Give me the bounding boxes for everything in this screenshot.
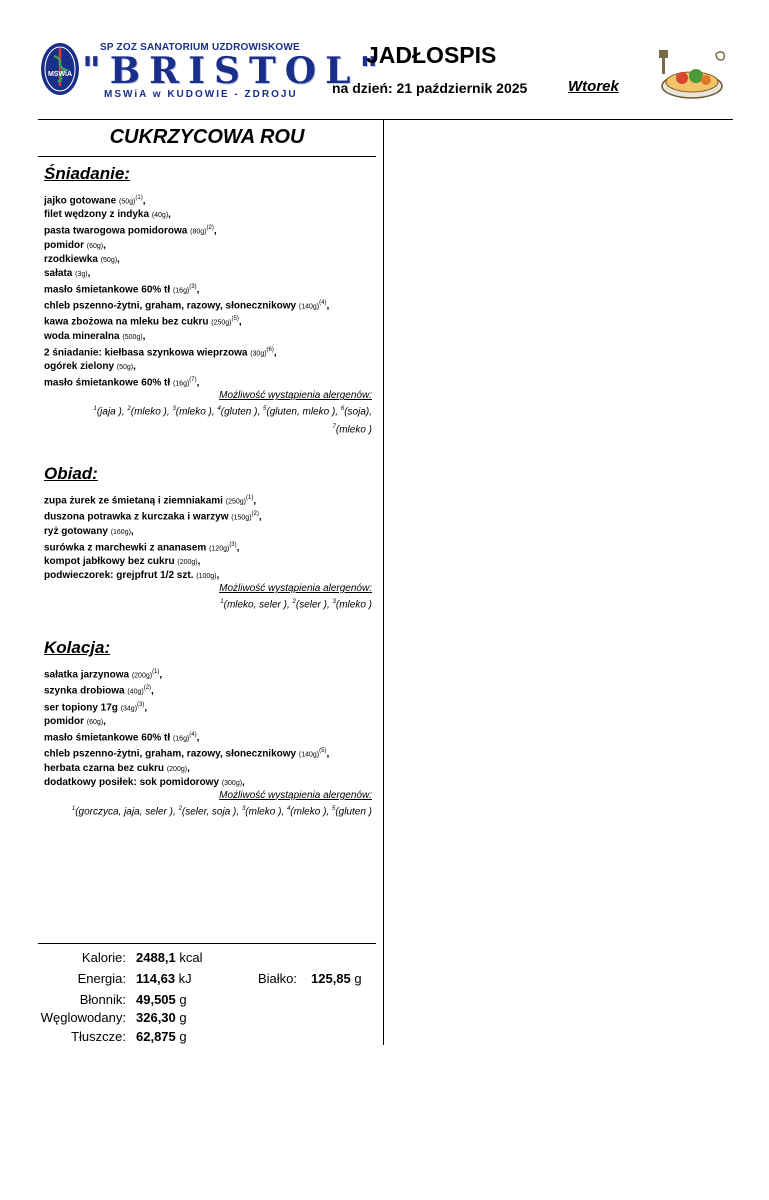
nutrition-divider	[38, 943, 376, 944]
menu-item-portion: (200g)	[166, 765, 188, 773]
page-title: JADŁOSPIS	[366, 42, 497, 68]
allergen-header: Możliwość wystąpienia alergenów:	[219, 582, 372, 594]
menu-item-name: duszona potrawka z kurczaka i warzyw	[44, 511, 229, 523]
allergen-ref: (6)	[266, 346, 274, 353]
blonnik-value: 49,505 g	[136, 992, 187, 1007]
menu-item-portion: (3g)	[75, 270, 88, 278]
menu-item-portion: (50g)	[116, 363, 134, 371]
allergen-number: 1	[71, 805, 76, 812]
tluszcze-label: Tłuszcze:	[71, 1029, 126, 1044]
allergen-text: (soja),	[344, 406, 372, 418]
menu-item: chleb pszenno-żytni, graham, razowy, słonecznikowy $(140g)^{(4)}$,	[44, 299, 330, 312]
menu-item-name: surówka z marchewki z ananasem	[44, 541, 207, 553]
allergen-text: (mleko )	[335, 423, 372, 435]
menu-item: ryż gotowany (160g),	[44, 525, 134, 537]
allergen-list	[44, 402, 374, 419]
menu-item-portion: (140g)	[298, 751, 320, 759]
menu-item: masło śmietankowe 60% tł $(16g)^{(3)}$,	[44, 283, 200, 295]
blonnik-label: Błonnik:	[79, 992, 126, 1007]
allergen-header: Możliwość wystąpienia alergenów:	[219, 390, 372, 402]
allergen-number: 1	[220, 598, 224, 605]
diet-underline	[38, 156, 376, 157]
menu-item-portion: (200g)	[131, 672, 153, 680]
tluszcze-value: 62,875 g	[136, 1029, 187, 1044]
menu-item-portion: (500g)	[122, 333, 143, 341]
menu-item-name: kawa zbożowa na mleku bez cukru	[44, 316, 209, 328]
allergen-ref: (3)	[189, 283, 197, 290]
menu-item: herbata czarna bez cukru (200g),	[44, 762, 190, 774]
allergen-number: 2	[292, 598, 296, 605]
sanatorium-emblem-icon	[40, 42, 80, 96]
menu-item: kawa zbożowa na mleku bez cukru $(250g)^{(5)}$,	[44, 316, 242, 328]
menu-item-name: podwieczorek: grejpfrut 1/2 szt.	[44, 569, 194, 581]
menu-item-name: sałata	[44, 267, 73, 279]
allergen-number: 5	[263, 406, 267, 413]
menu-item: sałatka jarzynowa $(200g)^{(1)}$,	[44, 669, 163, 681]
allergen-ref: (4)	[189, 731, 197, 738]
allergen-text: (mleko ),	[175, 406, 218, 418]
menu-item: dodatkowy posiłek: sok pomidorowy (300g),	[44, 776, 245, 788]
menu-item-name: kompot jabłkowy bez cukru	[44, 555, 175, 567]
menu-item-portion: (40g)	[127, 688, 144, 696]
meal-breakfast	[44, 164, 374, 437]
allergen-ref: (5)	[231, 316, 239, 323]
meal-plate-icon	[654, 44, 730, 102]
allergen-text: (mleko ),	[290, 805, 332, 817]
allergen-header: Możliwość wystąpienia alergenów:	[219, 789, 372, 801]
menu-item-name: masło śmietankowe 60% tł	[44, 283, 171, 295]
menu-item: duszona potrawka z kurczaka i warzyw $(150g)^{(2)}$,	[44, 511, 262, 523]
allergen-number: 2	[178, 805, 182, 812]
menu-item-name: masło śmietankowe 60% tł	[44, 377, 171, 389]
meal-title: Kolacja:	[44, 638, 111, 657]
allergen-text: (gluten, mleko ),	[266, 406, 341, 418]
menu-item: zupa żurek ze śmietaną i ziemniakami $(250g)^{(1)}$,	[44, 495, 257, 507]
menu-item-name: herbata czarna bez cukru	[44, 762, 165, 774]
allergen-text: (mleko )	[335, 599, 372, 611]
allergen-list	[44, 802, 374, 819]
allergen-ref: (2)	[143, 685, 152, 692]
menu-item: rzodkiewka (50g),	[44, 253, 120, 265]
menu-item-portion: (120g)	[209, 544, 230, 552]
menu-item-portion: (250g)	[225, 498, 246, 506]
allergen-text: (mleko ),	[245, 805, 287, 817]
menu-item-portion: (300g)	[221, 779, 243, 787]
allergen-number: 7	[332, 423, 336, 430]
menu-item-name: chleb pszenno-żytni, graham, razowy, słonecznikowy	[44, 748, 297, 760]
allergen-list	[44, 595, 374, 612]
menu-item: jajko gotowane $(50g)^{(1)}$,	[44, 195, 146, 207]
menu-item: kompot jabłkowy bez cukru (200g),	[44, 555, 201, 567]
weglowodany-value: 326,30 g	[136, 1010, 187, 1025]
menu-item: pomidor (60g),	[44, 239, 106, 251]
menu-item-portion: (140g)	[298, 303, 320, 311]
menu-item-portion: (16g)	[172, 286, 190, 294]
allergen-ref: (2)	[206, 225, 214, 232]
allergen-ref: (4)	[319, 299, 327, 306]
allergen-ref: (3)	[229, 541, 237, 548]
energia-label: Energia:	[77, 971, 126, 986]
column-divider	[383, 120, 384, 1045]
menu-item-portion: (250g)	[211, 319, 232, 327]
allergen-number: 6	[340, 406, 345, 413]
menu-item: masło śmietankowe 60% tł $(16g)^{(4)}$,	[44, 731, 200, 744]
logo-name: "BRISTOL"	[82, 50, 388, 92]
menu-item-portion: (30g)	[250, 349, 267, 357]
allergen-ref: (7)	[189, 376, 197, 383]
menu-item: sałata (3g),	[44, 267, 91, 279]
menu-item: pasta twarogowa pomidorowa $(80g)^{(2)}$,	[44, 225, 217, 237]
allergen-number: 5	[331, 805, 336, 812]
menu-item: szynka drobiowa $(40g)^{(2)}$,	[44, 685, 154, 697]
menu-item-name: woda mineralna	[44, 330, 120, 342]
meal-title: Śniadanie:	[44, 164, 130, 183]
menu-item-name: zupa żurek ze śmietaną i ziemniakami	[44, 495, 223, 507]
kalorie-label: Kalorie:	[81, 950, 126, 965]
menu-item: chleb pszenno-żytni, graham, razowy, słonecznikowy $(140g)^{(5)}$,	[44, 748, 330, 760]
allergen-text: (seler, soja ),	[181, 805, 242, 817]
allergen-list	[44, 420, 374, 437]
menu-item: ogórek zielony (50g),	[44, 360, 136, 372]
allergen-number: 4	[286, 805, 291, 812]
menu-item-portion: (60g)	[86, 242, 104, 250]
menu-item-name: ogórek zielony	[44, 360, 115, 372]
energia-value: 114,63 kJ	[136, 971, 192, 986]
menu-item-portion: (80g)	[190, 228, 207, 236]
menu-item-name: dodatkowy posiłek: sok pomidorowy	[44, 776, 220, 788]
allergen-text: (mleko, seler ),	[223, 599, 293, 611]
allergen-number: 3	[332, 598, 336, 605]
menu-item-name: filet wędzony z indyka	[44, 209, 150, 221]
menu-item-name: sałatka jarzynowa	[44, 669, 130, 681]
menu-item: pomidor (60g),	[44, 715, 106, 727]
kalorie-value: 2488,1 kcal	[136, 950, 203, 965]
menu-item-portion: (16g)	[172, 735, 190, 743]
menu-item-name: rzodkiewka	[44, 253, 98, 265]
allergen-ref: (5)	[319, 748, 327, 755]
allergen-ref: (1)	[152, 669, 160, 675]
allergen-text: (seler ),	[295, 599, 333, 611]
logo-subtitle: MSWiA w KUDOWIE - ZDROJU	[104, 89, 298, 100]
allergen-number: 2	[127, 406, 131, 413]
bialko-value: 125,85 g	[311, 971, 362, 986]
allergen-number: 1	[93, 406, 97, 413]
weekday: Wtorek	[568, 78, 619, 95]
menu-item-portion: (34g)	[120, 704, 138, 712]
menu-date: na dzień: 21 październik 2025	[332, 80, 528, 96]
menu-item: masło śmietankowe 60% tł $(16g)^{(7)}$,	[44, 376, 200, 389]
menu-item-portion: (50g)	[100, 256, 118, 264]
menu-item-portion: (100g)	[196, 572, 217, 580]
meal-title: Obiad:	[44, 464, 98, 483]
header-divider	[38, 119, 733, 120]
menu-item: podwieczorek: grejpfrut 1/2 szt. (100g),	[44, 569, 220, 581]
menu-item-name: pomidor	[44, 715, 84, 727]
menu-item-portion: (150g)	[231, 514, 252, 522]
menu-item-portion: (160g)	[110, 528, 131, 536]
menu-item-name: szynka drobiowa	[44, 685, 125, 697]
menu-item: filet wędzony z indyka (40g),	[44, 209, 171, 221]
menu-item: woda mineralna (500g),	[44, 330, 146, 342]
weglowodany-label: Węglowodany:	[40, 1010, 126, 1025]
diet-name: CUKRZYCOWA ROU	[109, 126, 305, 148]
menu-item: ser topiony 17g $(34g)^{(3)}$,	[44, 701, 148, 713]
allergen-ref: (1)	[135, 195, 143, 201]
allergen-number: 4	[217, 406, 221, 413]
menu-item-portion: (16g)	[172, 380, 190, 388]
allergen-text: (gluten ),	[220, 406, 264, 418]
menu-item-name: 2 śniadanie: kiełbasa szynkowa wieprzowa	[44, 346, 248, 358]
menu-item-name: jajko gotowane	[44, 195, 117, 207]
bialko-label: Białko:	[258, 971, 298, 986]
menu-item-portion: (60g)	[86, 718, 104, 726]
menu-item-name: pomidor	[44, 239, 84, 251]
menu-item-name: masło śmietankowe 60% tł	[44, 732, 171, 744]
allergen-ref: (3)	[137, 701, 145, 708]
allergen-text: (mleko ),	[130, 406, 173, 418]
menu-item-name: ryż gotowany	[44, 525, 108, 537]
menu-item-name: ser topiony 17g	[44, 701, 118, 713]
menu-item-portion: (200g)	[177, 558, 198, 566]
allergen-text: (gluten )	[335, 805, 372, 817]
menu-item-portion: (50g)	[119, 198, 136, 206]
menu-item-portion: (40g)	[151, 212, 169, 220]
menu-item: 2 śniadanie: kiełbasa szynkowa wieprzowa $(30g)^{(6)}$,	[44, 346, 277, 358]
allergen-ref: (2)	[251, 511, 259, 518]
menu-item: surówka z marchewki z ananasem $(120g)^{(3)}$,	[44, 541, 240, 553]
allergen-text: (gorczyca, jaja, seler ),	[75, 805, 179, 817]
emblem-badge: MSWiA	[47, 71, 73, 78]
menu-item-name: chleb pszenno-żytni, graham, razowy, słonecznikowy	[44, 300, 297, 312]
allergen-text: (jaja ),	[96, 406, 128, 418]
allergen-number: 3	[241, 805, 246, 812]
menu-item-name: pasta twarogowa pomidorowa	[44, 225, 188, 237]
meal-dinner	[44, 638, 374, 819]
org-line: SP ZOZ SANATORIUM UZDROWISKOWE	[100, 42, 300, 53]
allergen-ref: (1)	[245, 495, 254, 501]
allergen-number: 3	[172, 406, 176, 413]
meal-lunch	[44, 464, 374, 612]
